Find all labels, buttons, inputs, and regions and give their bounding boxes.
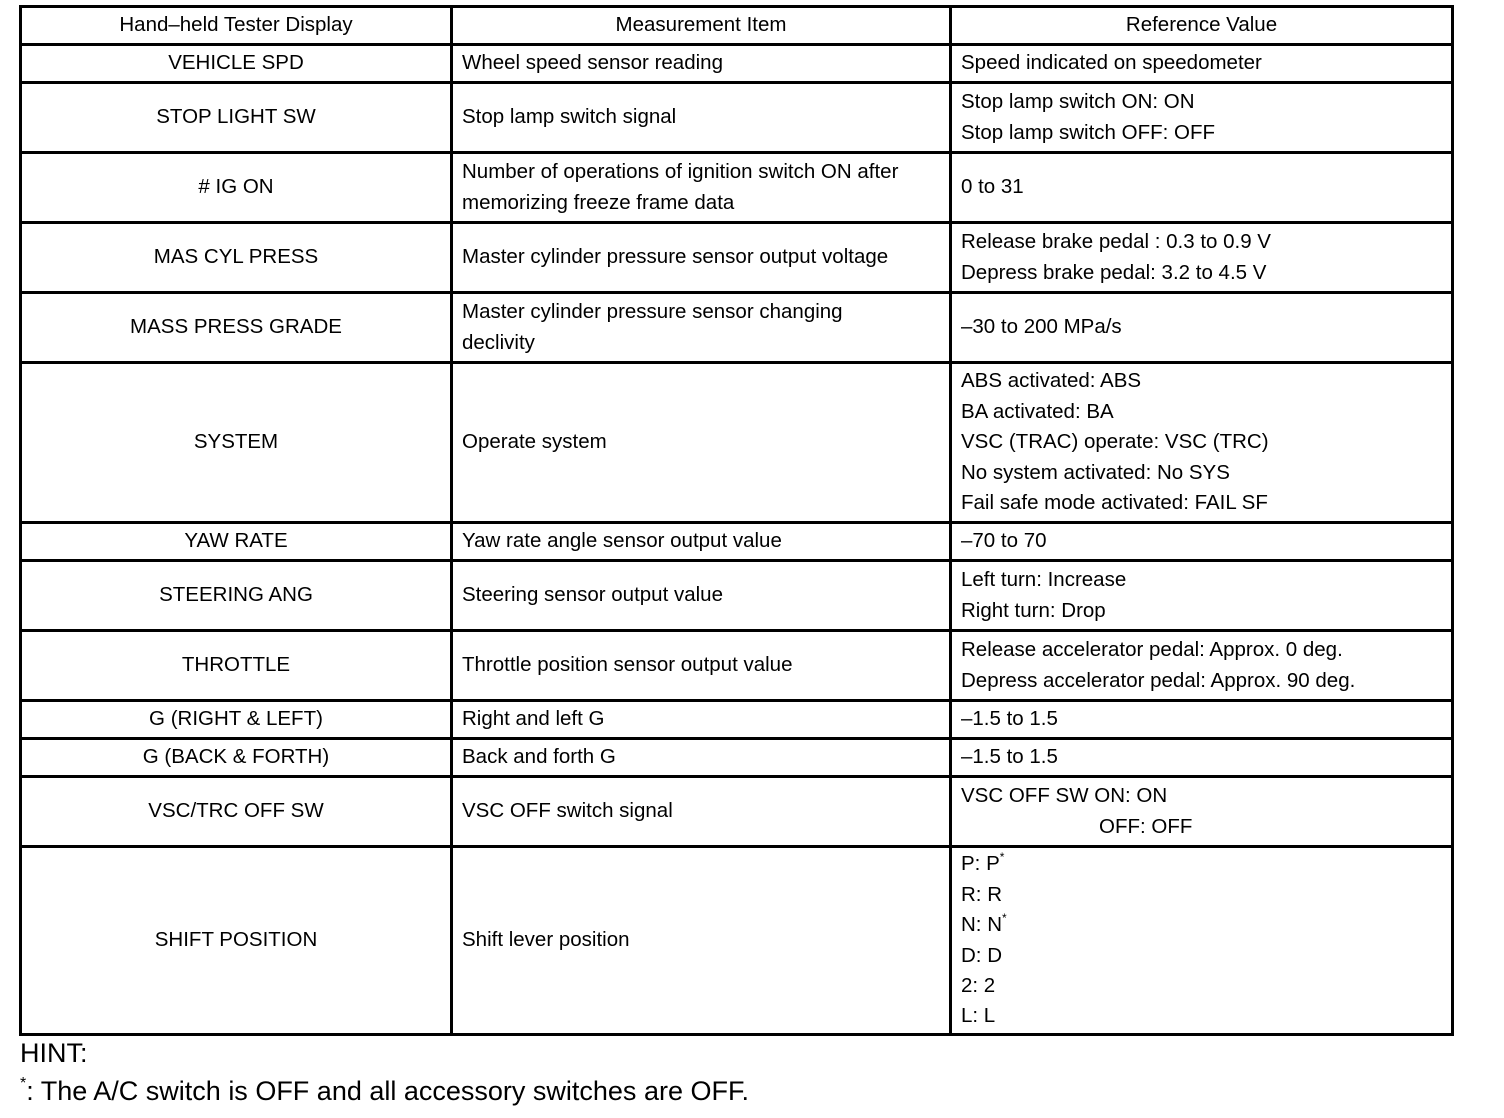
reference-line: Speed indicated on speedometer <box>961 51 1262 75</box>
reference-line: –30 to 200 MPa/s <box>961 315 1122 339</box>
header-item: Measurement Item <box>452 7 951 45</box>
table-row <box>21 701 1453 739</box>
reference-value: N: N <box>961 913 1002 937</box>
display-cell: STOP LIGHT SW <box>21 83 452 153</box>
table-row <box>21 523 1453 561</box>
item-line: Master cylinder pressure sensor changing <box>462 300 843 324</box>
display-cell: MASS PRESS GRADE <box>21 293 452 363</box>
display-cell: YAW RATE <box>21 523 452 561</box>
item-line: VSC OFF switch signal <box>462 799 673 823</box>
reference-line: ABS activated: ABS <box>961 369 1142 393</box>
display-cell: MAS CYL PRESS <box>21 223 452 293</box>
item-cell <box>452 153 951 223</box>
item-cell <box>452 561 951 631</box>
header-reference: Reference Value <box>951 7 1453 45</box>
item-line: declivity <box>462 330 535 354</box>
display-cell: # IG ON <box>21 153 452 223</box>
item-line: Steering sensor output value <box>462 583 723 607</box>
reference-line: Release brake pedal : 0.3 to 0.9 V <box>961 230 1271 254</box>
reference-line: Depress brake pedal: 3.2 to 4.5 V <box>961 260 1267 284</box>
reference-line: BA activated: BA <box>961 399 1114 423</box>
hint-note <box>20 1073 749 1109</box>
reference-line: –70 to 70 <box>961 529 1047 553</box>
table-row <box>21 631 1453 701</box>
item-line: Wheel speed sensor reading <box>462 51 723 75</box>
item-line: Shift lever position <box>462 928 630 952</box>
table-row <box>21 153 1453 223</box>
reference-cell <box>951 739 1453 777</box>
display-cell: VEHICLE SPD <box>21 45 452 83</box>
item-cell <box>452 293 951 363</box>
item-line: Back and forth G <box>462 745 616 769</box>
reference-line: –1.5 to 1.5 <box>961 707 1058 731</box>
reference-cell <box>951 523 1453 561</box>
item-cell <box>452 847 951 1035</box>
asterisk-mark: * <box>1002 911 1007 926</box>
item-cell <box>452 83 951 153</box>
reference-line: R: R <box>961 882 1002 906</box>
reference-line <box>961 910 1442 940</box>
table-row <box>21 739 1453 777</box>
reference-line <box>961 849 1442 879</box>
reference-line: VSC (TRAC) operate: VSC (TRC) <box>961 430 1269 454</box>
display-cell: VSC/TRC OFF SW <box>21 777 452 847</box>
reference-line: Fail safe mode activated: FAIL SF <box>961 491 1268 515</box>
reference-cell <box>951 293 1453 363</box>
asterisk-mark: * <box>999 850 1005 865</box>
display-cell: STEERING ANG <box>21 561 452 631</box>
header-row <box>21 7 1453 45</box>
note-text: : The A/C switch is OFF and all accessory switches are OFF. <box>26 1076 749 1106</box>
table-row <box>21 223 1453 293</box>
reference-line: Depress accelerator pedal: Approx. 90 deg. <box>961 668 1356 692</box>
data-list-table <box>19 5 1454 1036</box>
item-cell <box>452 631 951 701</box>
display-cell: THROTTLE <box>21 631 452 701</box>
reference-cell <box>951 847 1453 1035</box>
display-cell: SHIFT POSITION <box>21 847 452 1035</box>
reference-line: Left turn: Increase <box>961 568 1127 592</box>
display-cell: G (RIGHT & LEFT) <box>21 701 452 739</box>
reference-cell <box>951 561 1453 631</box>
item-cell <box>452 45 951 83</box>
table-row <box>21 777 1453 847</box>
item-line: Number of operations of ignition switch ON after <box>462 160 899 184</box>
reference-cell <box>951 223 1453 293</box>
reference-line: D: D <box>961 943 1002 967</box>
item-cell <box>452 523 951 561</box>
item-line: memorizing freeze frame data <box>462 190 735 214</box>
reference-value: P: P <box>961 852 1000 876</box>
reference-cell <box>951 153 1453 223</box>
reference-line: 2: 2 <box>961 973 996 997</box>
item-cell <box>452 739 951 777</box>
reference-line: No system activated: No SYS <box>961 460 1230 484</box>
item-line: Throttle position sensor output value <box>462 653 793 677</box>
hint-title: HINT: <box>20 1038 88 1068</box>
reference-line: VSC OFF SW ON: ON <box>961 784 1168 808</box>
reference-cell <box>951 631 1453 701</box>
header-display: Hand–held Tester Display <box>21 7 452 45</box>
reference-cell <box>951 777 1453 847</box>
table-row <box>21 561 1453 631</box>
reference-cell <box>951 701 1453 739</box>
reference-line: –1.5 to 1.5 <box>961 745 1058 769</box>
item-line: Operate system <box>462 430 607 454</box>
table-row <box>21 293 1453 363</box>
item-line: Right and left G <box>462 707 605 731</box>
reference-cell <box>951 45 1453 83</box>
table-row <box>21 363 1453 523</box>
item-line: Master cylinder pressure sensor output voltage <box>462 245 889 269</box>
reference-line: 0 to 31 <box>961 175 1024 199</box>
reference-line: Stop lamp switch OFF: OFF <box>961 120 1216 144</box>
table-row <box>21 847 1453 1035</box>
table-row <box>21 83 1453 153</box>
item-cell <box>452 777 951 847</box>
item-cell <box>452 701 951 739</box>
item-cell <box>452 223 951 293</box>
reference-cell <box>951 83 1453 153</box>
note-asterisk: * <box>20 1075 27 1092</box>
reference-cell <box>951 363 1453 523</box>
reference-line: OFF: OFF <box>1099 814 1193 838</box>
reference-line: Right turn: Drop <box>961 598 1106 622</box>
display-cell: SYSTEM <box>21 363 452 523</box>
display-cell: G (BACK & FORTH) <box>21 739 452 777</box>
reference-line: Stop lamp switch ON: ON <box>961 90 1195 114</box>
table-row <box>21 45 1453 83</box>
item-line: Yaw rate angle sensor output value <box>462 529 782 553</box>
reference-line: Release accelerator pedal: Approx. 0 deg. <box>961 638 1343 662</box>
item-cell <box>452 363 951 523</box>
item-line: Stop lamp switch signal <box>462 105 677 129</box>
reference-line: L: L <box>961 1004 996 1028</box>
